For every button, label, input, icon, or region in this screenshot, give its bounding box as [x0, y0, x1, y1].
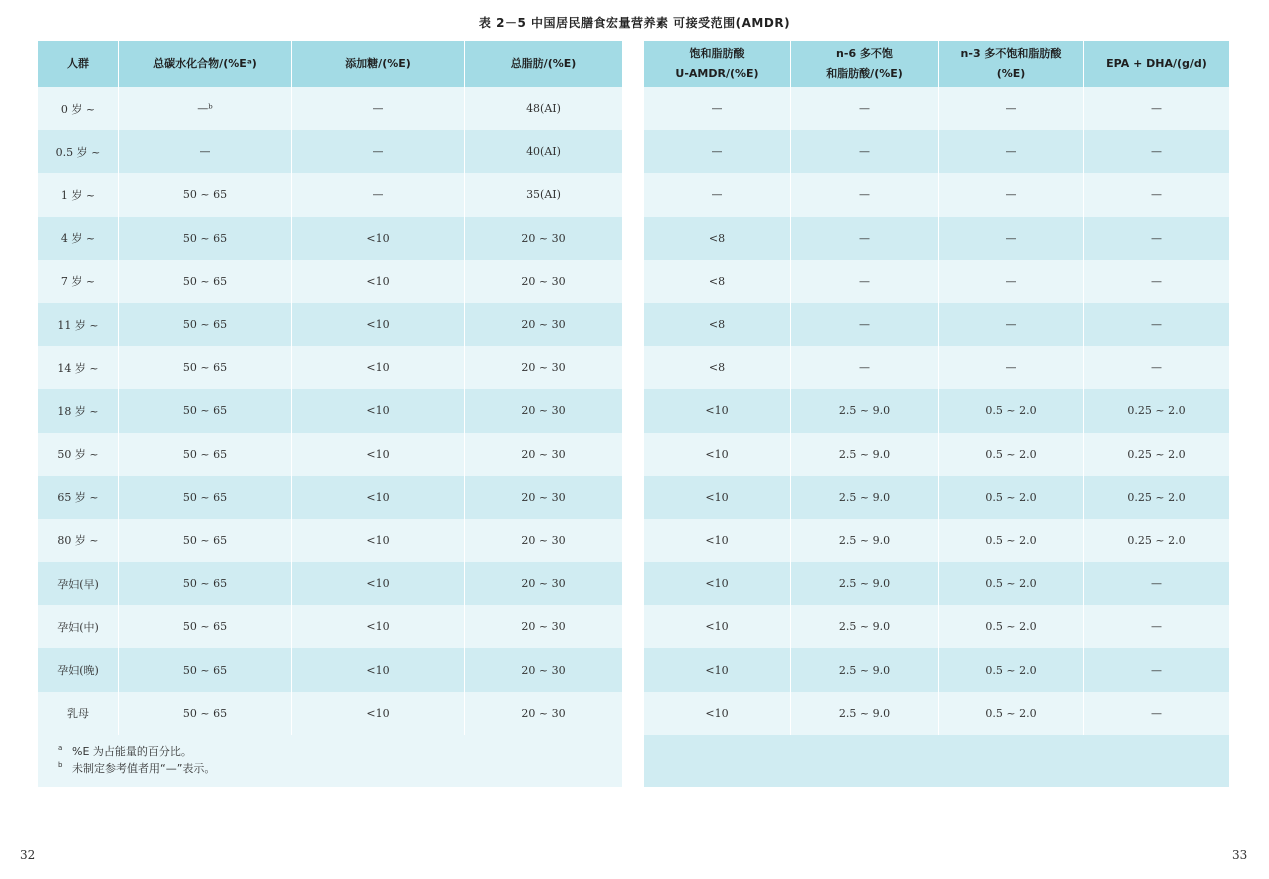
table-cell: 20 ~ 30: [464, 562, 622, 605]
header-n3-pufa: n-3 多不饱和脂肪酸 (%E): [938, 41, 1083, 87]
table-cell: —: [790, 173, 938, 216]
table-row: [644, 260, 1229, 303]
table-cell: —: [938, 217, 1083, 260]
table-cell: —: [1083, 217, 1229, 260]
table-cell: —: [1083, 605, 1229, 648]
table-cell: —: [711, 145, 723, 159]
table-row: [644, 303, 1229, 346]
table-cell: —: [790, 130, 938, 173]
table-cell: <10: [291, 648, 464, 691]
table-cell: 7 岁 ~: [60, 275, 96, 289]
table-row: [38, 648, 622, 691]
note-b: [58, 760, 622, 777]
table-cell: 14 岁 ~: [57, 361, 99, 375]
table-row: [38, 217, 622, 260]
table-cell: 50 ~ 65: [118, 303, 291, 346]
table-row: [644, 130, 1229, 173]
table-row: [644, 605, 1229, 648]
table-row: [38, 605, 622, 648]
table-cell: <8: [708, 274, 726, 288]
table-cell: <10: [291, 519, 464, 562]
table-cell: 0.5 ~ 2.0: [938, 562, 1083, 605]
table-cell: 1 岁 ~: [60, 188, 96, 202]
table-cell: 20 ~ 30: [464, 519, 622, 562]
table-cell: 18 岁 ~: [57, 404, 99, 418]
table-cell: —: [1083, 346, 1229, 389]
header-total-carbohydrate: 总碳水化合物/(%Eᵃ): [118, 41, 291, 87]
table-cell: 2.5 ~ 9.0: [790, 562, 938, 605]
table-cell: 0.5 ~ 2.0: [938, 519, 1083, 562]
table-cell: 0.5 ~ 2.0: [938, 692, 1083, 735]
table-cell: 65 岁 ~: [57, 491, 99, 505]
header-population: 人群: [67, 57, 89, 70]
table-cell: 50 ~ 65: [118, 217, 291, 260]
table-cell: 11 岁 ~: [57, 318, 99, 332]
table-row: [38, 173, 622, 216]
table-row: [644, 648, 1229, 691]
table-cell: <10: [705, 577, 729, 591]
table-cell: 50 ~ 65: [118, 562, 291, 605]
table-cell: —: [790, 260, 938, 303]
table-cell: <10: [291, 303, 464, 346]
table-cell: <10: [291, 692, 464, 735]
table-row: [38, 346, 622, 389]
table-cell: —: [790, 217, 938, 260]
table-cell: <10: [291, 217, 464, 260]
table-cell: <10: [291, 260, 464, 303]
table-cell: 50 ~ 65: [118, 648, 291, 691]
table-cell: <10: [705, 706, 729, 720]
table-row: [38, 562, 622, 605]
table-cell: —: [1083, 130, 1229, 173]
header-epa-dha: EPA + DHA/(g/d): [1083, 41, 1229, 87]
table-cell: <10: [705, 490, 729, 504]
table-cell: 50 ~ 65: [118, 260, 291, 303]
table-cell: —: [938, 87, 1083, 130]
page-number-right: 33: [1232, 848, 1248, 862]
table-cell: —: [790, 346, 938, 389]
note-text: %E 为占能量的百分比。: [72, 744, 192, 758]
table-cell: —: [938, 346, 1083, 389]
table-cell: <8: [708, 231, 726, 245]
table-cell: 2.5 ~ 9.0: [790, 648, 938, 691]
table-cell: <10: [705, 663, 729, 677]
table-cell: <10: [705, 620, 729, 634]
table-cell: 50 ~ 65: [118, 692, 291, 735]
table-cell: 35(AI): [464, 173, 622, 216]
table-cell: 50 ~ 65: [118, 389, 291, 432]
table-cell: <10: [291, 605, 464, 648]
page-number-left: 32: [20, 848, 36, 862]
table-cell: —: [938, 130, 1083, 173]
header-row: [644, 41, 1229, 87]
table-cell: 2.5 ~ 9.0: [790, 605, 938, 648]
table-cell: 20 ~ 30: [464, 692, 622, 735]
table-cell: 80 岁 ~: [57, 534, 99, 548]
table-row: [644, 346, 1229, 389]
table-cell: 2.5 ~ 9.0: [790, 433, 938, 476]
table-cell: —: [790, 303, 938, 346]
table-cell: 50 ~ 65: [118, 519, 291, 562]
header-n6-pufa: n-6 多不饱 和脂肪酸/(%E): [790, 41, 938, 87]
table-row: [644, 692, 1229, 735]
table-cell: 0.5 ~ 2.0: [938, 605, 1083, 648]
table-cell: 0.25 ~ 2.0: [1083, 389, 1229, 432]
table-title: 表 2－5 中国居民膳食宏量营养素 可接受范围(AMDR): [478, 16, 791, 30]
table-cell: 20 ~ 30: [464, 476, 622, 519]
table-cell: 孕妇(中): [57, 620, 99, 634]
table-row: [644, 87, 1229, 130]
table-row: [644, 519, 1229, 562]
table-cell: 50 ~ 65: [118, 605, 291, 648]
table-cell: 0.5 ~ 2.0: [938, 389, 1083, 432]
table-cell: 0.25 ~ 2.0: [1083, 433, 1229, 476]
table-cell: <8: [708, 318, 726, 332]
table-row: [38, 476, 622, 519]
table-left-body: [38, 87, 622, 735]
table-cell: 20 ~ 30: [464, 346, 622, 389]
table-row: [644, 433, 1229, 476]
table-cell: 20 ~ 30: [464, 648, 622, 691]
header-saturated-fat: 饱和脂肪酸 U-AMDR/(%E): [675, 47, 759, 80]
note-marker: a: [58, 743, 63, 752]
table-row: [38, 87, 622, 130]
table-notes: [38, 735, 622, 787]
table-row: [644, 389, 1229, 432]
table-cell: —: [790, 87, 938, 130]
table-cell: 50 岁 ~: [57, 448, 99, 462]
table-right-body: [644, 87, 1229, 735]
table-cell: —: [291, 130, 464, 173]
table-cell: 20 ~ 30: [464, 303, 622, 346]
table-cell: <10: [291, 346, 464, 389]
table-row: [38, 260, 622, 303]
table-cell: 50 ~ 65: [118, 433, 291, 476]
notes-band: [644, 735, 1229, 787]
table-cell: 20 ~ 30: [464, 605, 622, 648]
table-cell: —: [118, 130, 291, 173]
table-cell: 0.5 ~ 2.0: [938, 433, 1083, 476]
table-cell: 乳母: [67, 707, 89, 721]
table-cell: —: [711, 102, 723, 116]
table-row: [38, 389, 622, 432]
table-cell: 孕妇(晚): [57, 664, 99, 678]
table-cell: 20 ~ 30: [464, 260, 622, 303]
table-row: [38, 519, 622, 562]
table-cell: —: [711, 188, 723, 202]
table-cell: <10: [291, 476, 464, 519]
header-added-sugar: 添加糖/(%E): [291, 41, 464, 87]
table-cell: —: [1083, 692, 1229, 735]
table-cell: —ᵇ: [118, 87, 291, 130]
table-cell: <10: [291, 389, 464, 432]
note-marker: b: [58, 760, 63, 769]
table-cell: 2.5 ~ 9.0: [790, 692, 938, 735]
table-cell: —: [291, 87, 464, 130]
table-cell: 50 ~ 65: [118, 346, 291, 389]
table-cell: 40(AI): [464, 130, 622, 173]
table-cell: <10: [705, 447, 729, 461]
header-total-fat: 总脂肪/(%E): [464, 41, 622, 87]
table-cell: 50 ~ 65: [118, 476, 291, 519]
header-row: [38, 41, 622, 87]
table-cell: 0 岁 ~: [60, 102, 96, 116]
table-cell: <8: [708, 361, 726, 375]
table-row: [38, 433, 622, 476]
table-row: [644, 562, 1229, 605]
table-cell: 50 ~ 65: [118, 173, 291, 216]
table-row: [644, 173, 1229, 216]
table-cell: 0.5 岁 ~: [55, 145, 101, 159]
table-row: [38, 130, 622, 173]
table-cell: 4 岁 ~: [60, 232, 96, 246]
table-cell: 孕妇(早): [57, 577, 99, 591]
table-cell: 2.5 ~ 9.0: [790, 389, 938, 432]
table-cell: <10: [705, 404, 729, 418]
note-text: 未制定参考值者用“—”表示。: [72, 761, 216, 775]
table-cell: <10: [291, 433, 464, 476]
table-right: [644, 41, 1229, 787]
table-cell: 0.5 ~ 2.0: [938, 476, 1083, 519]
table-left: [38, 41, 622, 787]
table-cell: —: [1083, 648, 1229, 691]
table-cell: <10: [705, 533, 729, 547]
note-a: [58, 743, 622, 760]
table-cell: <10: [291, 562, 464, 605]
table-cell: —: [1083, 173, 1229, 216]
table-cell: 20 ~ 30: [464, 433, 622, 476]
table-cell: 48(AI): [464, 87, 622, 130]
table-row: [38, 303, 622, 346]
table-row: [38, 692, 622, 735]
table-cell: —: [291, 173, 464, 216]
table-cell: —: [1083, 87, 1229, 130]
table-cell: —: [1083, 260, 1229, 303]
table-cell: 2.5 ~ 9.0: [790, 519, 938, 562]
table-cell: 0.25 ~ 2.0: [1083, 476, 1229, 519]
table-cell: —: [938, 173, 1083, 216]
table-cell: —: [1083, 303, 1229, 346]
table-cell: —: [938, 260, 1083, 303]
table-row: [644, 217, 1229, 260]
table-cell: 20 ~ 30: [464, 217, 622, 260]
table-cell: 2.5 ~ 9.0: [790, 476, 938, 519]
table-cell: 0.25 ~ 2.0: [1083, 519, 1229, 562]
table-row: [644, 476, 1229, 519]
table-cell: 0.5 ~ 2.0: [938, 648, 1083, 691]
table-cell: 20 ~ 30: [464, 389, 622, 432]
table-cell: —: [1083, 562, 1229, 605]
table-cell: —: [938, 303, 1083, 346]
